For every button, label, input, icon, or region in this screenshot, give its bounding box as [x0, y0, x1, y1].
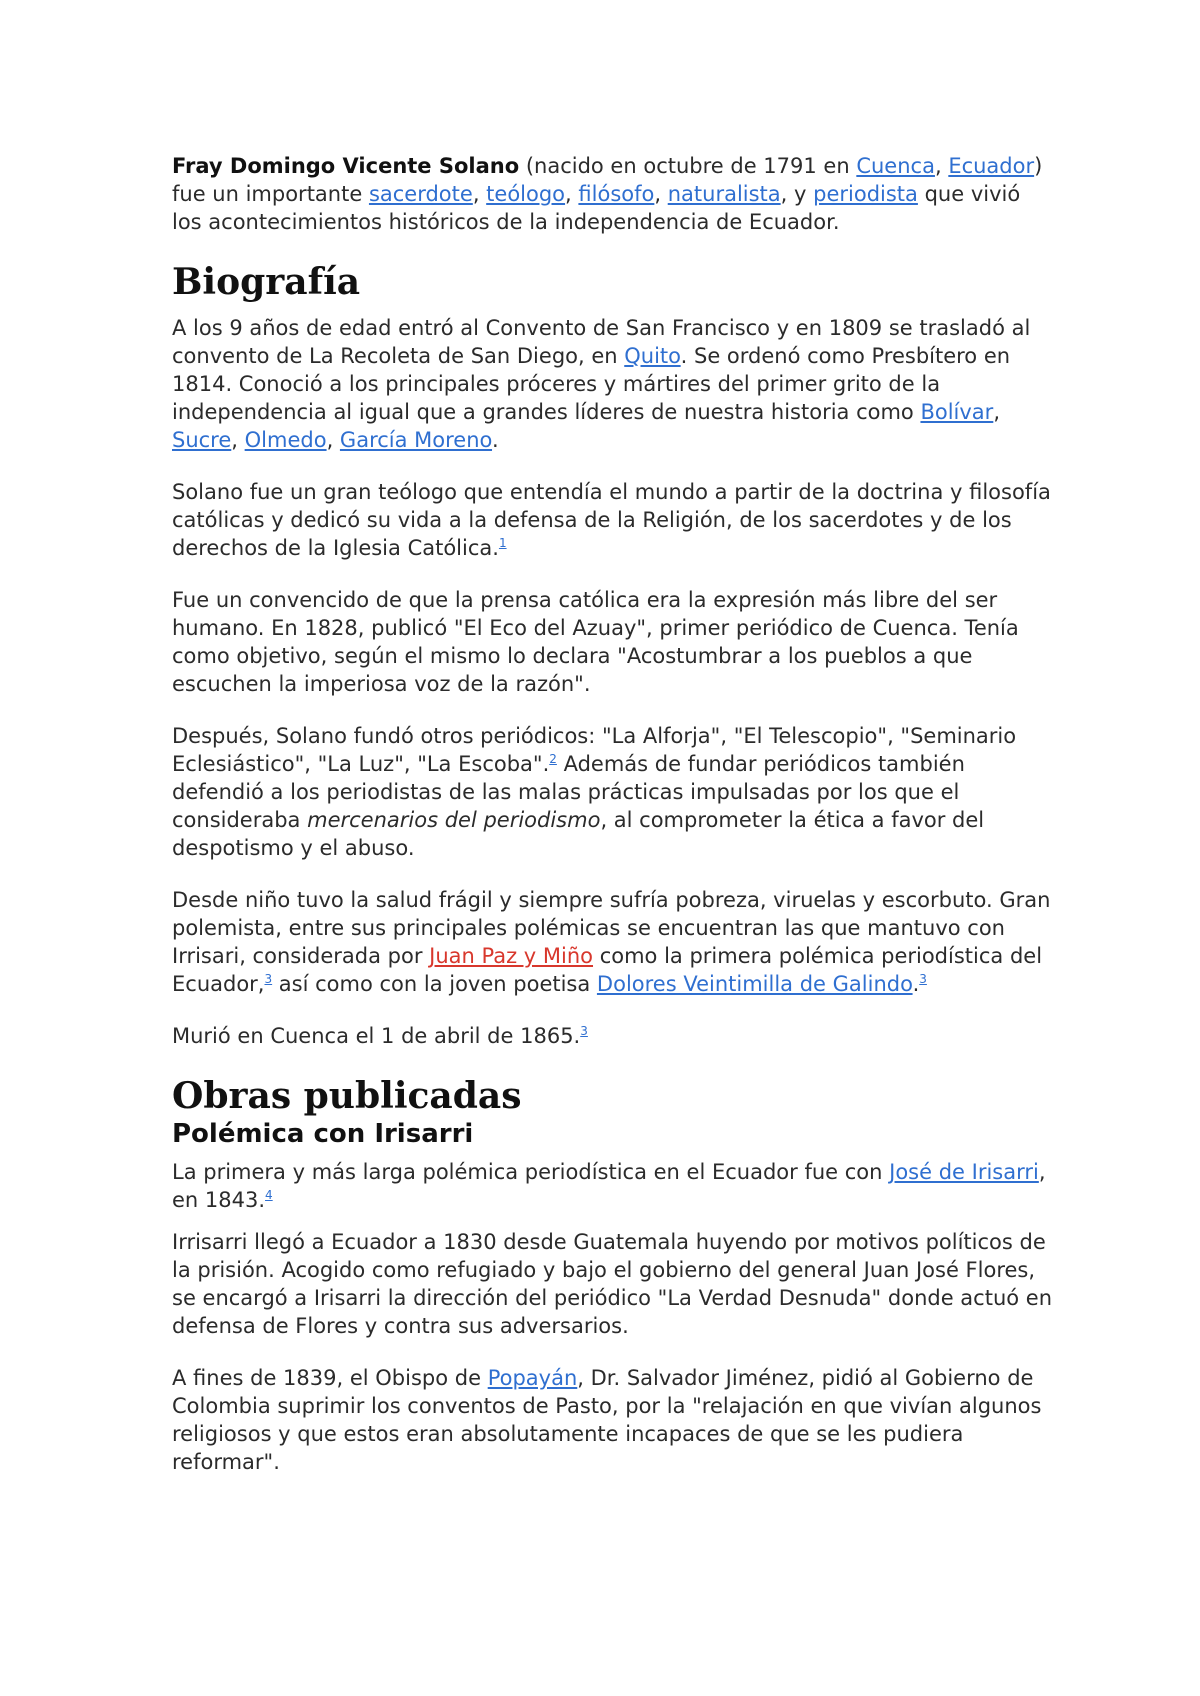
- heading-obras-publicadas: Obras publicadas: [172, 1075, 522, 1117]
- reference-link[interactable]: 3: [264, 972, 273, 986]
- biografia-paragraph-1: A los 9 años de edad entró al Convento de San Francisco y en 1809 se trasladó al convento de La Recoleta de San Diego, en Quito. Se ordenó como Presbítero en 1814. Conoció a los principales próceres y mártires del primer grito de la independencia al igual que a grandes líderes de nuestra historia como Bolívar, Sucre, Olmedo, García Moreno.: [172, 316, 1031, 452]
- link-ecuador[interactable]: Ecuador: [948, 154, 1035, 178]
- link-olmedo[interactable]: Olmedo: [244, 428, 327, 452]
- link-cuenca[interactable]: Cuenca: [856, 154, 935, 178]
- biografia-paragraph-3: Fue un convencido de que la prensa católica era la expresión más libre del ser humano. En 1828, publicó "El Eco del Azuay", primer periódico de Cuenca. Tenía como objetivo, según el mismo lo declara "Acostumbrar a los pueblos a que escuchen la imperiosa voz de la razón".: [172, 588, 1019, 696]
- obras-paragraph-2: Irrisarri llegó a Ecuador a 1830 desde Guatemala huyendo por motivos políticos de la prisión. Acogido como refugiado y bajo el gobierno del general Juan José Flores, se encargó a Irisarri la dirección del periódico "La Verdad Desnuda" donde actuó en defensa de Flores y contra sus adversarios.: [172, 1230, 1053, 1338]
- biografia-paragraph-2: Solano fue un gran teólogo que entendía el mundo a partir de la doctrina y filosofía católicas y dedicó su vida a la defensa de la Religión, de los sacerdotes y de los derechos de la Iglesia Católica.$^1$: [172, 480, 1051, 560]
- reference-1[interactable]: [499, 536, 507, 550]
- link-bolivar[interactable]: Bolívar: [920, 400, 994, 424]
- link-naturalista[interactable]: naturalista: [667, 182, 781, 206]
- link-juan-paz-y-mino[interactable]: Juan Paz y Miño: [429, 944, 594, 968]
- article: [172, 152, 1052, 1500]
- reference-3b[interactable]: [919, 972, 927, 986]
- subheading-polemica-irisarri: Polémica con Irisarri: [172, 1119, 474, 1149]
- link-periodista[interactable]: periodista: [813, 182, 918, 206]
- link-sacerdote[interactable]: sacerdote: [368, 182, 473, 206]
- reference-link[interactable]: 2: [549, 752, 557, 766]
- link-teologo[interactable]: teólogo: [486, 182, 566, 206]
- obras-paragraph-3: A fines de 1839, el Obispo de Popayán, Dr. Salvador Jiménez, pidió al Gobierno de Colombia suprimir los conventos de Pasto, por la "relajación en que vivían algunos religiosos y que estos eran absolutamente incapaces de que se les pudiera reformar".: [172, 1366, 1042, 1474]
- reference-link[interactable]: 3: [919, 972, 927, 986]
- reference-3c[interactable]: [580, 1024, 588, 1038]
- link-quito[interactable]: Quito: [624, 344, 681, 368]
- subject-name: Fray Domingo Vicente Solano: [172, 154, 520, 178]
- biografia-paragraph-5: Desde niño tuvo la salud frágil y siempre sufría pobreza, viruelas y escorbuto. Gran polemista, entre sus principales polémicas se encuentran las que mantuvo con Irrisari, considerada por Juan Paz y Miño como la primera polémica periodística del Ecuador,$^3$ así como con la joven poetisa Dolores Veintimilla de Galindo.$^3$: [172, 888, 1051, 996]
- italic-phrase: mercenarios del periodismo: [307, 808, 601, 832]
- link-filosofo[interactable]: filósofo: [578, 182, 655, 206]
- reference-link[interactable]: 4: [265, 1188, 273, 1202]
- obras-paragraph-1: La primera y más larga polémica periodística en el Ecuador fue con José de Irisarri, en 1843.$^4$: [172, 1160, 1046, 1212]
- link-dolores-veintimilla[interactable]: Dolores Veintimilla de Galindo: [596, 972, 913, 996]
- reference-4[interactable]: [265, 1188, 273, 1202]
- biografia-paragraph-6: Murió en Cuenca el 1 de abril de 1865.$^3$: [172, 1024, 588, 1048]
- link-sucre[interactable]: Sucre: [172, 428, 232, 452]
- link-garcia-moreno[interactable]: García Moreno: [339, 428, 493, 452]
- reference-3[interactable]: [264, 972, 272, 986]
- biografia-paragraph-4: Después, Solano fundó otros periódicos: "La Alforja", "El Telescopio", "Seminario Eclesiástico", "La Luz", "La Escoba".$^2$ Además de fundar periódicos también defendió a los periodistas de las malas prácticas impulsadas por los que el consideraba mercenarios del periodismo, al comprometer la ética a favor del despotismo y el abuso.: [172, 724, 1017, 860]
- reference-link[interactable]: 3: [580, 1024, 588, 1038]
- link-jose-de-irisarri[interactable]: José de Irisarri: [889, 1160, 1039, 1184]
- intro-paragraph: Fray Domingo Vicente Solano (nacido en octubre de 1791 en Cuenca, Ecuador) fue un importante sacerdote, teólogo, filósofo, naturalista, y periodista que vivió los acontecimientos históricos de la independencia de Ecuador.: [172, 154, 1043, 234]
- reference-link[interactable]: 1: [498, 536, 507, 550]
- link-popayan[interactable]: Popayán: [487, 1366, 578, 1390]
- heading-biografia: Biografía: [172, 261, 361, 303]
- reference-2[interactable]: [549, 752, 557, 766]
